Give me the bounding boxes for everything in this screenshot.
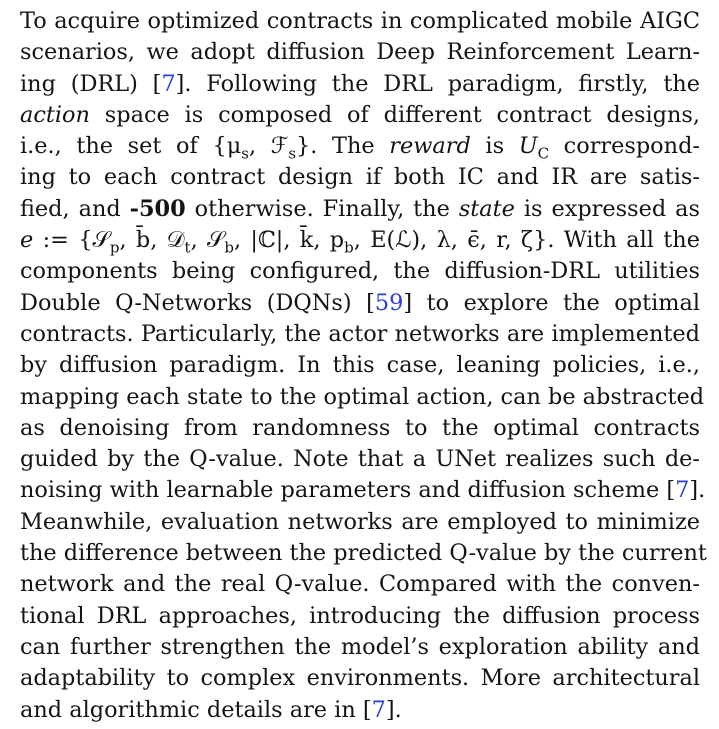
text-segment: is — [470, 133, 519, 160]
math-expression: , — [248, 133, 271, 160]
text-segment: by diffusion paradigm. In this case, leaning policies, i.e., — [20, 352, 700, 379]
text-segment: and algorithmic details are in [ — [20, 696, 372, 723]
math-expression: b — [344, 238, 354, 257]
text-segment: state — [458, 195, 515, 222]
math-expression: , E(ℒ), λ, ϵ̄, r, ζ} — [353, 227, 548, 254]
text-segment: noising with learnable parameters and diffusion scheme [ — [20, 477, 676, 504]
text-segment: the difference between the predicted Q-value by the current — [20, 540, 707, 567]
text-segment: correspond- — [549, 133, 700, 160]
text-line — [20, 444, 700, 475]
math-expression: {μ — [212, 133, 242, 160]
math-expression: s — [241, 144, 249, 163]
text-segment: scenarios, we adopt diffusion Deep Reinforcement Learn- — [20, 39, 700, 66]
math-expression: ℱ — [270, 133, 289, 160]
text-line — [20, 288, 700, 319]
text-segment: mapping each state to the optimal action, can be abstracted — [20, 383, 705, 410]
text-segment: . With all the — [547, 227, 700, 254]
text-line — [20, 538, 707, 569]
text-segment: ]. — [689, 477, 706, 504]
text-line — [20, 6, 700, 37]
text-segment: network and the real Q-value. Compared with the conven- — [20, 571, 700, 598]
text-segment: guided by the Q-value. Note that a UNet realizes such de- — [20, 446, 700, 473]
math-expression: C — [537, 144, 550, 163]
text-line — [20, 507, 700, 538]
text-segment: Meanwhile, evaluation networks are employed to minimize — [20, 508, 700, 535]
text-line — [20, 569, 700, 600]
text-line — [20, 225, 700, 256]
text-segment: components being configured, the diffusion-DRL utilities — [20, 258, 700, 285]
math-expression: , — [190, 227, 208, 254]
citation-link[interactable]: 7 — [675, 477, 690, 504]
math-expression: 𝒮 — [92, 227, 110, 254]
math-expression: p — [109, 238, 120, 257]
text-line — [20, 695, 700, 726]
math-expression: , b̄, — [119, 227, 167, 254]
text-segment: Double Q-Networks (DQNs) [ — [20, 289, 375, 316]
math-expression: s — [288, 144, 297, 163]
text-segment: action — [20, 101, 90, 128]
text-line — [20, 69, 700, 100]
text-line — [20, 382, 705, 413]
text-line — [20, 194, 700, 225]
citation-link[interactable]: 7 — [371, 696, 386, 723]
text-segment: ing to each contract design if both IC and IR are satis- — [20, 164, 700, 191]
math-expression: 𝒮 — [207, 227, 225, 254]
text-segment: otherwise. Finally, the — [185, 195, 459, 222]
text-segment: -500 — [129, 195, 186, 222]
text-segment: fied, and — [20, 195, 130, 222]
text-segment: adaptability to complex environments. More architectural — [20, 665, 700, 692]
text-line — [20, 37, 700, 68]
math-expression: 𝒟 — [166, 227, 185, 254]
text-segment: ] to explore the optimal — [403, 289, 700, 316]
text-segment: contracts. Particularly, the actor networks are implemented — [20, 320, 700, 347]
text-segment: is expressed as — [514, 195, 700, 222]
text-line — [20, 256, 700, 287]
text-segment: ing (DRL) [ — [20, 70, 162, 97]
citation-link[interactable]: 7 — [161, 70, 176, 97]
text-line — [20, 632, 700, 663]
math-expression: := { — [33, 227, 93, 254]
text-segment: To acquire optimized contracts in complicated mobile AIGC — [20, 8, 700, 34]
body-paragraph — [20, 6, 707, 726]
text-segment: can further strengthen the model’s exploration ability and — [20, 633, 700, 660]
math-expression: U — [518, 133, 538, 160]
text-line — [20, 413, 700, 444]
citation-link[interactable]: 59 — [374, 289, 404, 316]
math-expression: } — [296, 133, 311, 160]
text-line — [20, 100, 700, 131]
math-expression: t — [184, 238, 191, 257]
math-expression: e — [20, 227, 34, 254]
text-segment: as denoising from randomness to the optimal contracts — [20, 414, 700, 441]
text-line — [20, 663, 700, 694]
text-segment: ]. — [385, 696, 402, 723]
text-segment: . The — [310, 133, 390, 160]
text-line — [20, 350, 700, 381]
text-line — [20, 319, 700, 350]
text-segment: space is composed of different contract designs, — [89, 101, 700, 128]
text-segment: reward — [389, 133, 471, 160]
text-segment: i.e., the set of — [20, 133, 213, 160]
text-line — [20, 131, 700, 162]
text-segment: ]. Following the DRL paradigm, firstly, the — [175, 70, 700, 97]
text-line — [20, 475, 706, 506]
text-line — [20, 601, 700, 632]
math-expression: b — [224, 238, 234, 257]
math-expression: , |ℂ|, k̄, p — [233, 227, 345, 254]
text-line — [20, 162, 700, 193]
text-segment: tional DRL approaches, introducing the diffusion process — [20, 602, 700, 629]
